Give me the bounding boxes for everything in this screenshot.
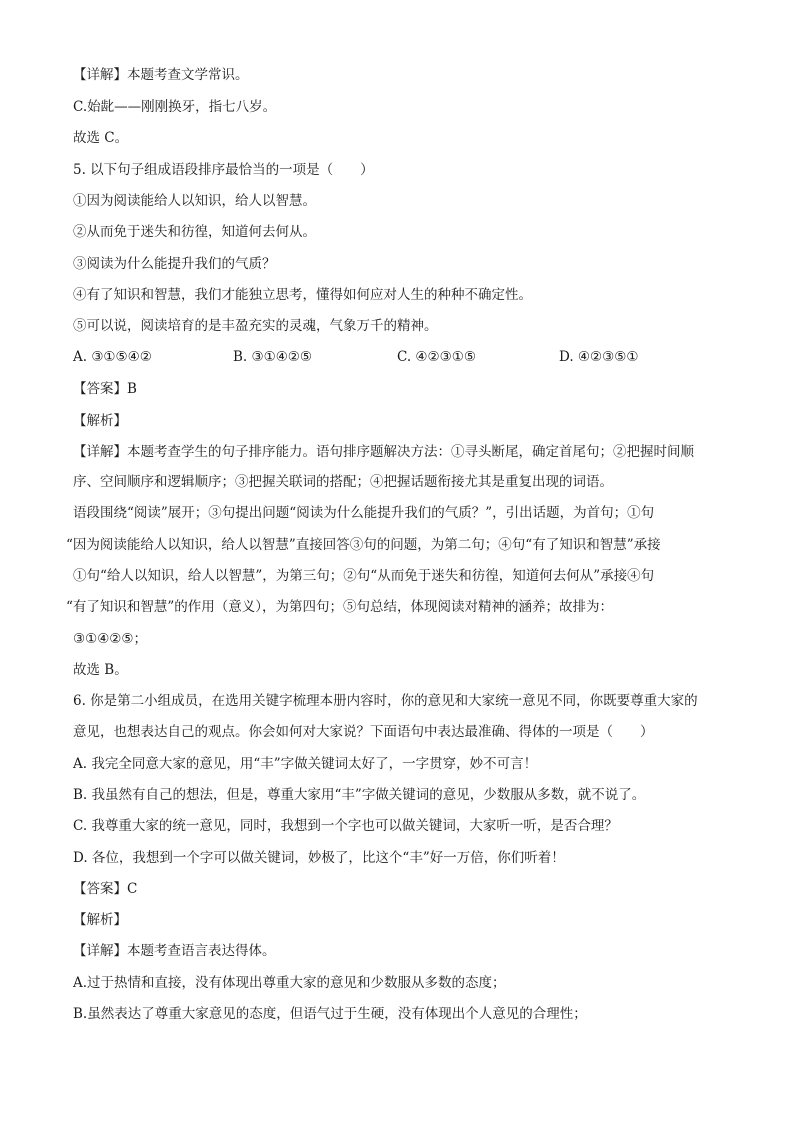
analysis-label: 【解析】 bbox=[73, 413, 127, 429]
option-d: D. ④②③⑤① bbox=[559, 349, 639, 365]
analysis-line: B.虽然表达了尊重大家意见的态度，但语气过于生硬，没有体现出个人意见的合理性； bbox=[73, 1006, 587, 1022]
analysis-line: 语段围绕“阅读”展开；③句提出问题“阅读为什么能提升我们的气质？”，引出话题，为首句；①句 bbox=[73, 505, 655, 521]
answer-label: 【答案】C bbox=[73, 881, 138, 897]
option-a: A. ③①⑤④② bbox=[73, 349, 152, 365]
question-6-stem: 意见，也想表达自己的观点。你会如何对大家说？下面语句中表达最准确、得体的一项是（ ） bbox=[73, 724, 654, 740]
sentence-2: ②从而免于迷失和彷徨，知道何去何从。 bbox=[73, 224, 316, 240]
analysis-line: “因为阅读能给人以知识，给人以智慧”直接回答③句的问题，为第二句；④句“有了知识和智慧”承接 bbox=[66, 537, 661, 553]
analysis-label: 【解析】 bbox=[73, 912, 127, 928]
option-c: C. ④②③①⑤ bbox=[397, 349, 476, 365]
option-b: B. ③①④②⑤ bbox=[233, 349, 313, 365]
choose-line: 故选 B。 bbox=[73, 662, 128, 678]
sentence-3: ③阅读为什么能提升我们的气质？ bbox=[73, 256, 276, 272]
detail-line: 【详解】本题考查语言表达得体。 bbox=[73, 943, 276, 959]
answer-label: 【答案】B bbox=[73, 381, 137, 397]
options-row bbox=[73, 347, 733, 367]
analysis-line: 【详解】本题考查学生的句子排序能力。语句排序题解决方法：①寻头断尾，确定首尾句；②把握时间顺 bbox=[73, 444, 694, 460]
detail-line: 【详解】本题考查文学常识。 bbox=[73, 67, 249, 83]
analysis-line: A.过于热情和直接，没有体现出尊重大家的意见和少数服从多数的态度； bbox=[73, 975, 506, 991]
analysis-line: ③①④②⑤； bbox=[73, 631, 148, 647]
question-6-stem: 6. 你是第二小组成员，在选用关键字梳理本册内容时，你的意见和大家统一意见不同，你既要尊重大家的 bbox=[73, 693, 698, 709]
option-a: A. 我完全同意大家的意见，用“丰”字做关键词太好了，一字贯穿，妙不可言！ bbox=[73, 756, 538, 772]
question-5-stem: 5. 以下句子组成语段排序最恰当的一项是（ ） bbox=[73, 162, 374, 178]
analysis-line: “有了知识和智慧”的作用（意义），为第四句；⑤句总结，体现阅读对精神的涵养；故排为： bbox=[66, 599, 614, 615]
option-c: C. 我尊重大家的统一意见，同时，我想到一个字也可以做关键词，大家听一听，是否合理？ bbox=[73, 818, 618, 834]
option-b: B. 我虽然有自己的想法，但是，尊重大家用“丰”字做关键词的意见，少数服从多数，就不说了。 bbox=[73, 787, 646, 803]
analysis-line: ①句“给人以知识，给人以智慧”，为第三句；②句“从而免于迷失和彷徨，知道何去何从”承接④句 bbox=[73, 568, 655, 584]
sentence-4: ④有了知识和智慧，我们才能独立思考，懂得如何应对人生的种种不确定性。 bbox=[73, 287, 532, 303]
sentence-1: ①因为阅读能给人以知识，给人以智慧。 bbox=[73, 193, 316, 209]
item-c-line: C.始龀——刚刚换牙，指七八岁。 bbox=[73, 99, 277, 115]
sentence-5: ⑤可以说，阅读培育的是丰盈充实的灵魂，气象万千的精神。 bbox=[73, 318, 438, 334]
choose-line: 故选 C。 bbox=[73, 130, 129, 146]
analysis-line: 序、空间顺序和逻辑顺序；③把握关联词的搭配；④把握话题衔接尤其是重复出现的词语。 bbox=[73, 474, 613, 490]
option-d: D. 各位，我想到一个字可以做关键词，妙极了，比这个“丰”好一万倍，你们听着！ bbox=[73, 850, 565, 866]
